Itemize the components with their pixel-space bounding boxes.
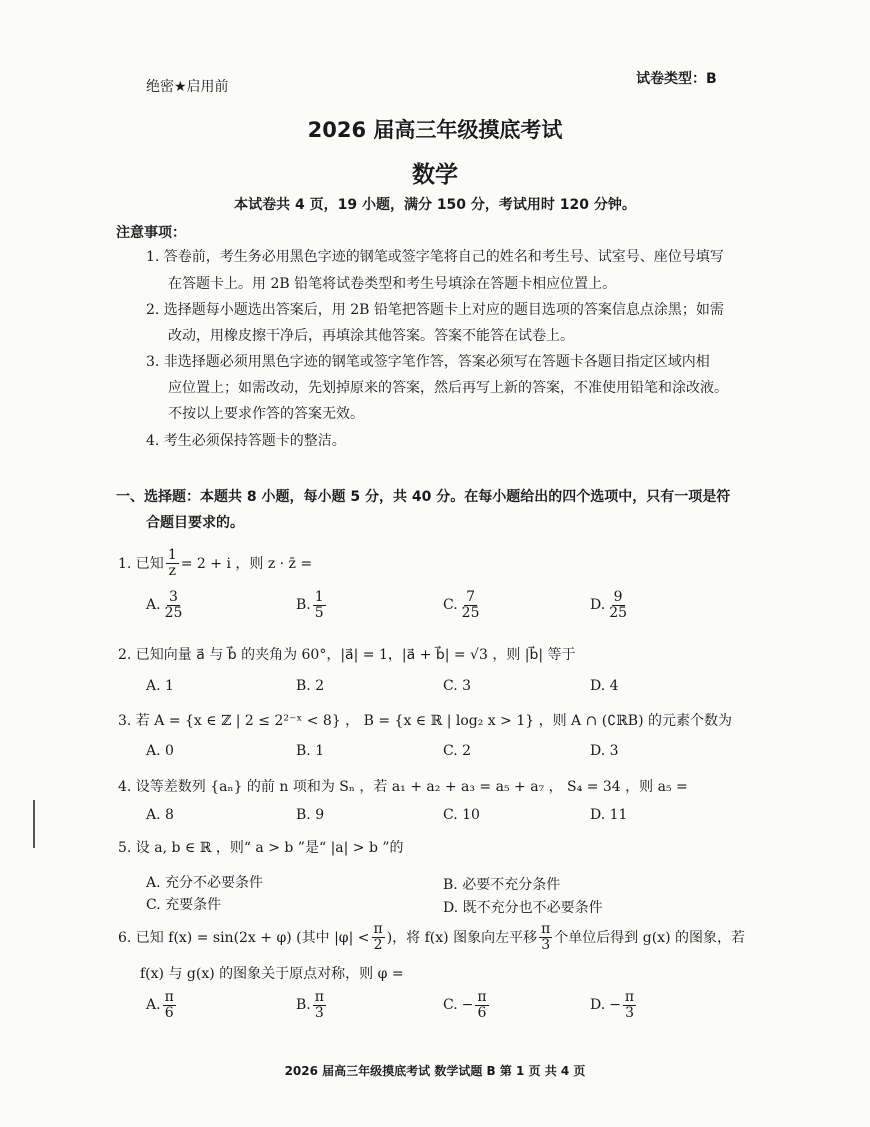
option-4b: B. 9 [296,807,325,823]
paper-type-label: 试卷类型：B [636,71,717,87]
option-4d: D. 11 [590,807,628,823]
option-5c: C. 充要条件 [146,897,222,913]
notes-heading: 注意事项： [116,225,186,241]
note-line: 改动，用橡皮擦干净后，再填涂其他答案。答案不能答在试卷上。 [168,328,574,344]
scan-margin-mark [33,800,35,848]
option-2c: C. 3 [443,678,472,694]
option-2d: D. 4 [590,678,619,694]
option-5a: A. 充分不必要条件 [146,875,264,891]
option-4a: A. 8 [146,807,174,823]
section-heading: 一、选择题：本题共 8 小题，每小题 5 分，共 40 分。在每小题给出的四个选项中，只有一项是符 [116,489,731,505]
option-3c: C. 2 [443,743,472,759]
option-1b: B. $\frac{1}{5}$ [296,589,324,621]
question-2: 2. 已知向量 a⃗ 与 b⃗ 的夹角为 60°，|a⃗| = 1，|a⃗ + b⃗| = √3 ，则 |b⃗| 等于 [118,647,576,663]
option-1a: A. $\frac{3}{25}$ [146,589,183,621]
option-3b: B. 1 [296,743,325,759]
section-heading-cont: 合题目要求的。 [146,515,244,531]
note-line: 在答题卡上。用 2B 铅笔将试卷类型和考生号填涂在答题卡相应位置上。 [168,276,617,292]
note-line: 应位置上；如需改动，先划掉原来的答案，然后再写上新的答案，不准使用铅笔和涂改液。 [168,380,728,396]
note-line: 2. 选择题每小题选出答案后，用 2B 铅笔把答题卡上对应的题目选项的答案信息点涂黑；如需 [146,302,724,318]
question-4: 4. 设等差数列 {aₙ} 的前 n 项和为 Sₙ ，若 a₁ + a₂ + a₃ = a₅ + a₇ ， S₄ = 34 ，则 a₅ = [118,779,688,795]
question-5: 5. 设 a, b ∈ ℝ ，则“ a > b ”是“ |a| > b ”的 [118,840,404,856]
note-line: 1. 答卷前，考生务必用黑色字迹的钢笔或签字笔将自己的姓名和考生号、试室号、座位号填写 [146,249,724,265]
option-6d: D. − $\frac{\pi}{3}$ [590,989,635,1021]
question-6-cont: f(x) 与 g(x) 的图象关于原点对称，则 φ = [140,966,404,982]
option-5b: B. 必要不充分条件 [443,877,561,893]
question-1: 1. 已知 $\frac{1}{z}$ = 2 + i ，则 z · z̄ = [118,547,313,579]
note-line: 4. 考生必须保持答题卡的整洁。 [146,433,346,449]
note-line: 3. 非选择题必须用黑色字迹的钢笔或签字笔作答，答案必须写在答题卡各题目指定区域内相 [146,354,710,370]
option-4c: C. 10 [443,807,480,823]
exam-title: 2026 届高三年级摸底考试 [307,118,563,142]
option-5d: D. 既不充分也不必要条件 [443,900,603,916]
subject-title: 数学 [412,162,458,188]
note-line: 不按以上要求作答的答案无效。 [168,406,364,422]
exam-info: 本试卷共 4 页，19 小题，满分 150 分，考试用时 120 分钟。 [234,197,636,213]
option-1d: D. $\frac{9}{25}$ [590,589,628,621]
option-1c: C. $\frac{7}{25}$ [443,589,480,621]
question-3: 3. 若 A = {x ∈ ℤ | 2 ≤ 2²⁻ˣ < 8} ， B = {x ∈ ℝ | log₂ x > 1} ，则 A ∩ (∁ℝB) 的元素个数为 [118,713,732,729]
option-2b: B. 2 [296,678,325,694]
option-3a: A. 0 [146,743,174,759]
page-footer: 2026 届高三年级摸底考试 数学试题 B 第 1 页 共 4 页 [284,1064,586,1078]
option-6c: C. − $\frac{\pi}{6}$ [443,989,487,1021]
option-3d: D. 3 [590,743,619,759]
option-2a: A. 1 [146,678,174,694]
question-6: 6. 已知 f(x) = sin(2x + φ) (其中 |φ| < $\frac{\pi}{2}$ )，将 f(x) 图象向左平移 $\frac{\pi}{3}$ 个单位后得到 g(x) 的图象，若 [118,921,745,953]
option-6a: A. $\frac{\pi}{6}$ [146,989,174,1021]
option-6b: B. $\frac{\pi}{3}$ [296,989,324,1021]
confidential-label: 绝密★启用前 [146,79,229,95]
